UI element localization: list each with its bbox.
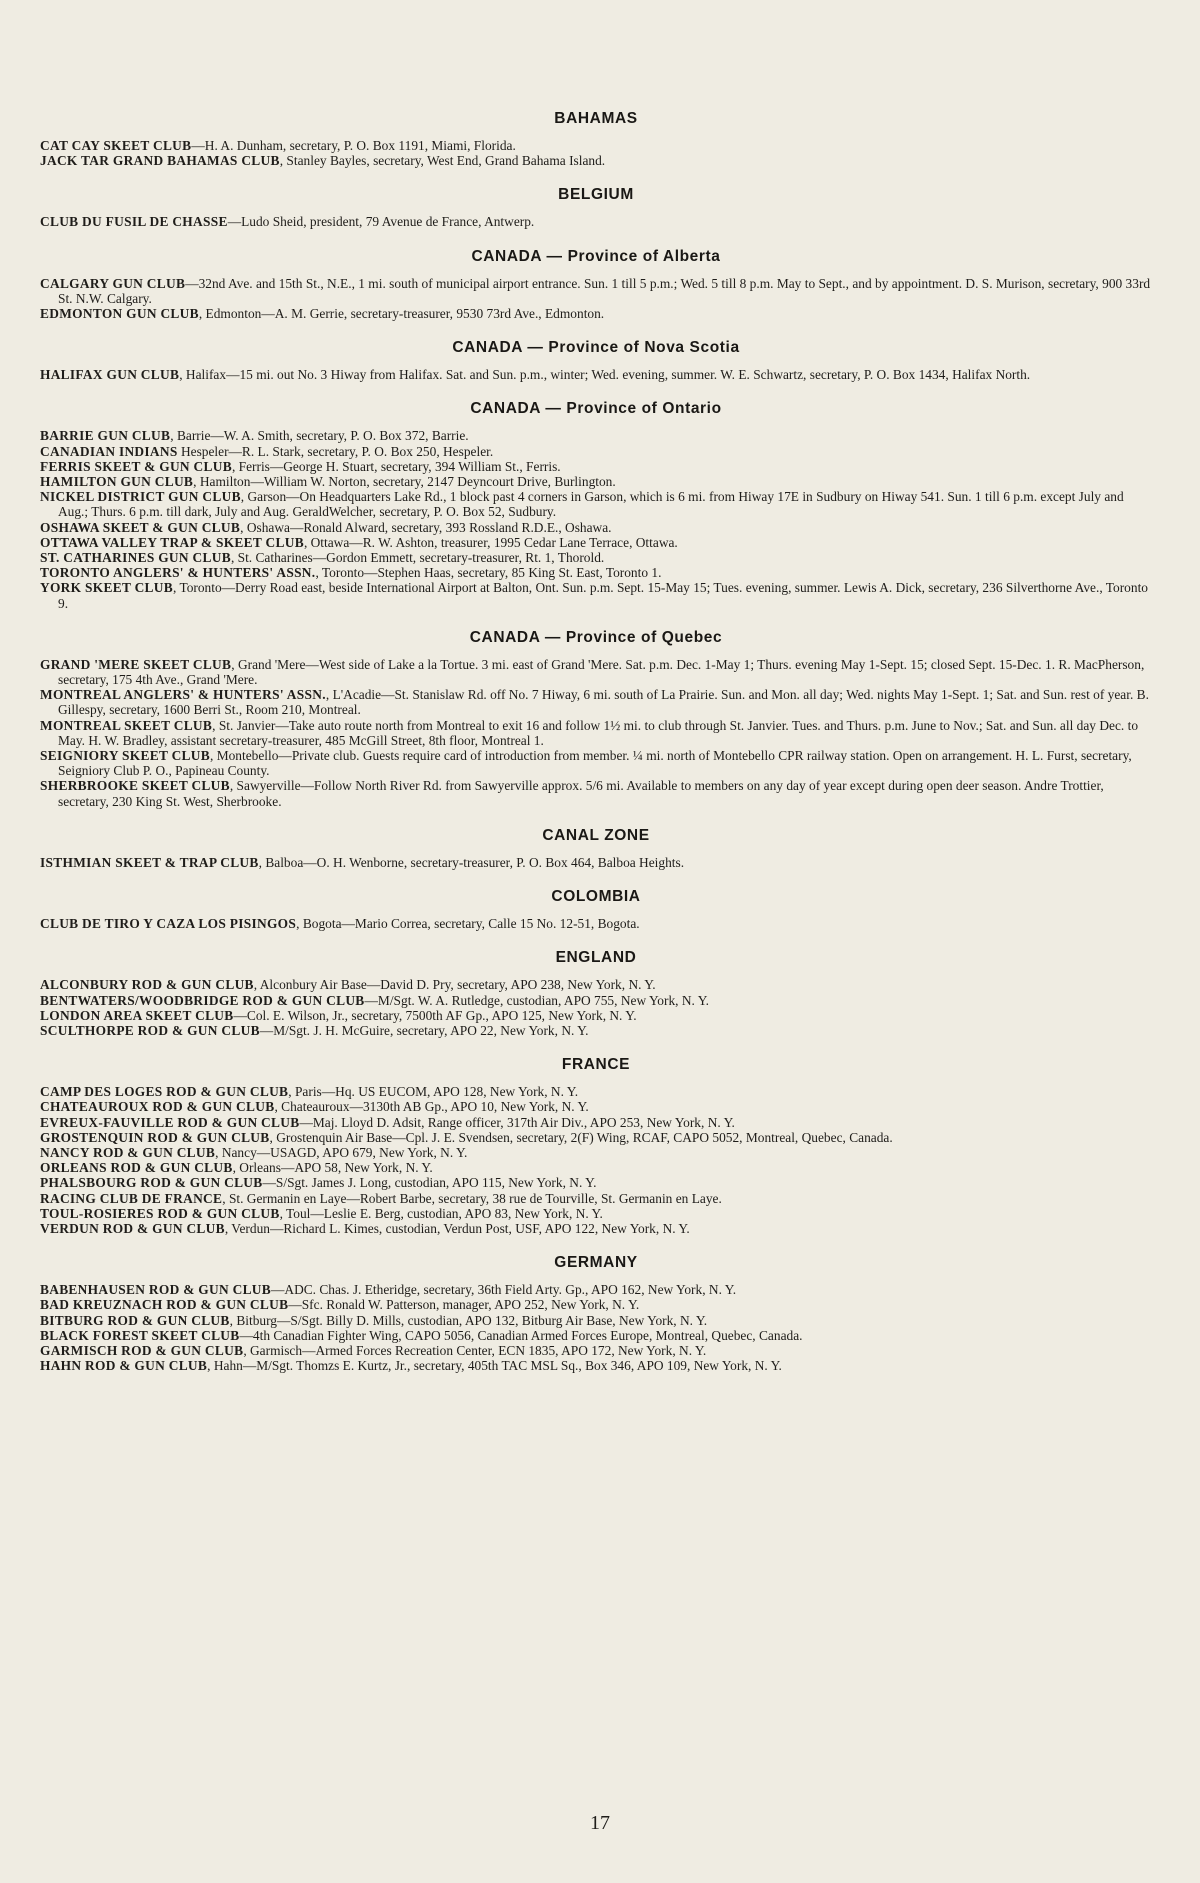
club-name: BITBURG ROD & GUN CLUB bbox=[40, 1312, 230, 1328]
section-heading: CANADA — Province of Ontario bbox=[470, 400, 722, 418]
club-name: BLACK FOREST SKEET CLUB bbox=[40, 1327, 240, 1343]
club-details: , Toronto—Stephen Haas, secretary, 85 King St. East, Toronto 1. bbox=[315, 565, 662, 581]
club-entry bbox=[40, 580, 1152, 610]
club-entry bbox=[40, 1191, 1152, 1206]
section-heading: CANADA — Province of Quebec bbox=[469, 628, 723, 646]
club-name: PHALSBOURG ROD & GUN CLUB bbox=[40, 1175, 263, 1191]
section-heading: CANAL ZONE bbox=[542, 826, 650, 844]
club-entry bbox=[40, 1160, 1152, 1175]
country-section bbox=[40, 949, 1152, 1038]
club-details: , Halifax—15 mi. out No. 3 Hiway from Halifax. Sat. and Sun. p.m., winter; Wed. evening, summer. W. E. Schwartz, secretary, P. O. Box 1434, Halifax North. bbox=[179, 367, 1031, 383]
club-entry bbox=[40, 993, 1152, 1008]
club-name: ORLEANS ROD & GUN CLUB bbox=[40, 1160, 233, 1176]
club-name: NANCY ROD & GUN CLUB bbox=[40, 1144, 216, 1160]
club-entry bbox=[40, 214, 1152, 229]
club-details: , Orleans—APO 58, New York, N. Y. bbox=[232, 1160, 433, 1176]
club-details: , Oshawa—Ronald Alward, secretary, 393 Rossland R.D.E., Oshawa. bbox=[240, 519, 612, 535]
club-name: MONTREAL ANGLERS' & HUNTERS' ASSN. bbox=[40, 687, 326, 703]
club-entry bbox=[40, 153, 1152, 168]
club-entry bbox=[40, 550, 1152, 565]
country-section bbox=[40, 629, 1152, 809]
section-heading: GERMANY bbox=[554, 1254, 638, 1272]
club-details: , Paris—Hq. US EUCOM, APO 128, New York, N. Y. bbox=[288, 1084, 579, 1100]
club-entry bbox=[40, 367, 1152, 382]
club-entry bbox=[40, 916, 1152, 931]
club-details: , L'Acadie—St. Stanislaw Rd. off No. 7 Hiway, 6 mi. south of La Prairie. Sun. and Mon. all day; Wed. nights May 1-Sept. 1; Sat. and Sun. rest of year. B. Gillespy, secretary, 1600 Berri St., Room 210, Montreal. bbox=[58, 687, 1149, 718]
section-heading: CANADA — Province of Nova Scotia bbox=[452, 339, 740, 357]
club-name: BABENHAUSEN ROD & GUN CLUB bbox=[40, 1282, 272, 1298]
club-name: RACING CLUB DE FRANCE bbox=[40, 1190, 223, 1206]
club-details: , Hamilton—William W. Norton, secretary, 2147 Deyncourt Drive, Burlington. bbox=[193, 474, 616, 490]
club-entry bbox=[40, 1358, 1152, 1373]
section-heading: COLOMBIA bbox=[551, 888, 641, 906]
page-number: 17 bbox=[590, 1812, 610, 1834]
club-name: BENTWATERS/WOODBRIDGE ROD & GUN CLUB bbox=[40, 992, 365, 1008]
club-name: LONDON AREA SKEET CLUB bbox=[40, 1007, 234, 1023]
club-entry bbox=[40, 276, 1152, 306]
club-details: , Stanley Bayles, secretary, West End, Grand Bahama Island. bbox=[279, 153, 606, 169]
club-entry bbox=[40, 977, 1152, 992]
club-entry bbox=[40, 1099, 1152, 1114]
club-name: SHERBROOKE SKEET CLUB bbox=[40, 778, 230, 794]
club-entry bbox=[40, 687, 1152, 717]
club-name: EVREUX-FAUVILLE ROD & GUN CLUB bbox=[40, 1114, 300, 1130]
club-details: , Alconbury Air Base—David D. Pry, secretary, APO 238, New York, N. Y. bbox=[253, 977, 656, 993]
club-name: CALGARY GUN CLUB bbox=[40, 275, 186, 291]
country-section bbox=[40, 1254, 1152, 1373]
club-entry bbox=[40, 138, 1152, 153]
club-name: JACK TAR GRAND BAHAMAS CLUB bbox=[40, 153, 280, 169]
country-section bbox=[40, 888, 1152, 931]
club-entry bbox=[40, 1008, 1152, 1023]
club-name: HAMILTON GUN CLUB bbox=[40, 474, 194, 490]
section-heading: CANADA — Province of Alberta bbox=[471, 247, 721, 265]
club-name: SEIGNIORY SKEET CLUB bbox=[40, 748, 210, 764]
club-entry bbox=[40, 855, 1152, 870]
club-name: CAMP DES LOGES ROD & GUN CLUB bbox=[40, 1084, 289, 1100]
club-entry bbox=[40, 565, 1152, 580]
club-details: , Toul—Leslie E. Berg, custodian, APO 83, New York, N. Y. bbox=[279, 1205, 603, 1221]
club-name: OSHAWA SKEET & GUN CLUB bbox=[40, 519, 241, 535]
club-name: ALCONBURY ROD & GUN CLUB bbox=[40, 977, 254, 993]
club-name: BARRIE GUN CLUB bbox=[40, 428, 171, 444]
club-name: TORONTO ANGLERS' & HUNTERS' ASSN. bbox=[40, 565, 316, 581]
club-name: BAD KREUZNACH ROD & GUN CLUB bbox=[40, 1297, 289, 1313]
country-section bbox=[40, 400, 1152, 610]
section-heading: BAHAMAS bbox=[554, 110, 638, 127]
directory-page bbox=[40, 110, 1152, 1373]
club-entry bbox=[40, 474, 1152, 489]
club-entry bbox=[40, 1297, 1152, 1312]
club-entry bbox=[40, 520, 1152, 535]
club-entry bbox=[40, 718, 1152, 748]
club-name: CHATEAUROUX ROD & GUN CLUB bbox=[40, 1099, 275, 1115]
club-details: , St. Catharines—Gordon Emmett, secretary-treasurer, Rt. 1, Thorold. bbox=[230, 550, 605, 566]
section-heading: FRANCE bbox=[561, 1056, 631, 1074]
club-name: ST. CATHARINES GUN CLUB bbox=[40, 550, 231, 566]
club-details: —M/Sgt. W. A. Rutledge, custodian, APO 755, New York, N. Y. bbox=[364, 992, 709, 1008]
club-entry bbox=[40, 1313, 1152, 1328]
club-name: ISTHMIAN SKEET & TRAP CLUB bbox=[40, 854, 259, 870]
club-entry bbox=[40, 1145, 1152, 1160]
club-details: —H. A. Dunham, secretary, P. O. Box 1191, Miami, Florida. bbox=[191, 138, 516, 153]
country-section bbox=[40, 110, 1152, 168]
club-details: , Hahn—M/Sgt. Thomzs E. Kurtz, Jr., secretary, 405th TAC MSL Sq., Box 346, APO 109, New York, N. Y. bbox=[207, 1358, 782, 1374]
club-entry bbox=[40, 1023, 1152, 1038]
club-entry bbox=[40, 778, 1152, 808]
club-entry bbox=[40, 459, 1152, 474]
club-details: —ADC. Chas. J. Etheridge, secretary, 36th Field Arty. Gp., APO 162, New York, N. Y. bbox=[271, 1282, 737, 1298]
section-heading: BELGIUM bbox=[558, 186, 634, 204]
club-name: MONTREAL SKEET CLUB bbox=[40, 717, 213, 733]
club-details: , Edmonton—A. M. Gerrie, secretary-treasurer, 9530 73rd Ave., Edmonton. bbox=[198, 306, 605, 322]
club-details: —Sfc. Ronald W. Patterson, manager, APO 252, New York, N. Y. bbox=[288, 1297, 640, 1313]
club-entry bbox=[40, 1115, 1152, 1130]
club-name: HAHN ROD & GUN CLUB bbox=[40, 1358, 208, 1374]
club-details: , Grostenquin Air Base—Cpl. J. E. Svendsen, secretary, 2(F) Wing, RCAF, CAPO 5052, Montreal, Quebec, Canada. bbox=[269, 1129, 893, 1145]
club-name: GRAND 'MERE SKEET CLUB bbox=[40, 656, 232, 672]
club-name: CLUB DU FUSIL DE CHASSE bbox=[40, 214, 228, 230]
club-entry bbox=[40, 1343, 1152, 1358]
club-details: , Garmisch—Armed Forces Recreation Center, ECN 1835, APO 172, New York, N. Y. bbox=[243, 1342, 707, 1358]
club-entry bbox=[40, 1206, 1152, 1221]
club-name: EDMONTON GUN CLUB bbox=[40, 306, 199, 322]
club-details: , St. Janvier—Take auto route north from Montreal to exit 16 and follow 1½ mi. to club through St. Janvier. Tues. and Thurs. p.m. June to Nov.; Sat. and Sun. all day Dec. to May. H. W. Bradley, assistant secretary-treasurer, 485 McGill Street, 8th floor, Montreal 1. bbox=[58, 717, 1139, 748]
club-entry bbox=[40, 1221, 1152, 1236]
club-details: , Chateauroux—3130th AB Gp., APO 10, New York, N. Y. bbox=[274, 1099, 589, 1115]
club-details: , Grand 'Mere—West side of Lake a la Tortue. 3 mi. east of Grand 'Mere. Sat. p.m. Dec. 1-May 1; Thurs. evening May 1-Sept. 15; closed Sept. 15-Dec. 1. R. MacPherson, secretary, 175 4th Ave., Grand 'Mere. bbox=[58, 656, 1145, 688]
club-details: , Barrie—W. A. Smith, secretary, P. O. Box 372, Barrie. bbox=[170, 428, 469, 444]
club-details: —4th Canadian Fighter Wing, CAPO 5056, Canadian Armed Forces Europe, Montreal, Quebec, Canada. bbox=[239, 1327, 803, 1343]
club-name: SCULTHORPE ROD & GUN CLUB bbox=[40, 1022, 260, 1038]
club-entry bbox=[40, 306, 1152, 321]
section-heading: ENGLAND bbox=[555, 949, 637, 967]
club-name: FERRIS SKEET & GUN CLUB bbox=[40, 458, 232, 474]
club-details: , Ottawa—R. W. Ashton, treasurer, 1995 Cedar Lane Terrace, Ottawa. bbox=[303, 534, 678, 550]
club-name: GROSTENQUIN ROD & GUN CLUB bbox=[40, 1129, 270, 1145]
club-name: TOUL-ROSIERES ROD & GUN CLUB bbox=[40, 1205, 280, 1221]
club-name: CAT CAY SKEET CLUB bbox=[40, 138, 192, 153]
club-name: YORK SKEET CLUB bbox=[40, 580, 173, 596]
club-entry bbox=[40, 1130, 1152, 1145]
club-name: VERDUN ROD & GUN CLUB bbox=[40, 1220, 225, 1236]
club-details: Hespeler—R. L. Stark, secretary, P. O. Box 250, Hespeler. bbox=[177, 443, 494, 459]
club-entry bbox=[40, 657, 1152, 687]
club-name: OTTAWA VALLEY TRAP & SKEET CLUB bbox=[40, 534, 304, 550]
club-name: HALIFAX GUN CLUB bbox=[40, 367, 180, 383]
club-entry bbox=[40, 1084, 1152, 1099]
club-entry bbox=[40, 1282, 1152, 1297]
club-entry bbox=[40, 535, 1152, 550]
club-name: CANADIAN INDIANS bbox=[40, 443, 178, 459]
club-details: , Montebello—Private club. Guests require card of introduction from member. ¼ mi. north of Montebello CPR railway station. Open on arrangement. H. L. Furst, secretary, Seigniory Club P. O., Papineau County. bbox=[58, 748, 1132, 779]
club-details: , Verdun—Richard L. Kimes, custodian, Verdun Post, USF, APO 122, New York, N. Y. bbox=[224, 1220, 690, 1236]
club-entry bbox=[40, 444, 1152, 459]
club-details: , Ferris—George H. Stuart, secretary, 394 William St., Ferris. bbox=[231, 458, 561, 474]
club-details: —Ludo Sheid, president, 79 Avenue de France, Antwerp. bbox=[227, 214, 535, 230]
club-name: NICKEL DISTRICT GUN CLUB bbox=[40, 489, 241, 505]
club-details: , Sawyerville—Follow North River Rd. from Sawyerville approx. 5/6 mi. Available to members on any day of year except during open deer season. Andre Trottier, secretary, 230 King St. West, Sherbrooke. bbox=[58, 778, 1104, 809]
club-details: , Nancy—USAGD, APO 679, New York, N. Y. bbox=[215, 1144, 468, 1160]
club-details: —Col. E. Wilson, Jr., secretary, 7500th AF Gp., APO 125, New York, N. Y. bbox=[233, 1007, 637, 1023]
club-details: —32nd Ave. and 15th St., N.E., 1 mi. south of municipal airport entrance. Sun. 1 till 5 p.m.; Wed. 5 till 8 p.m. May to Sept., and by appointment. D. S. Murison, secretary, 900 33rd St. N.W. Calgary. bbox=[58, 275, 1151, 306]
club-details: —S/Sgt. James J. Long, custodian, APO 115, New York, N. Y. bbox=[262, 1175, 597, 1191]
club-details: , St. Germanin en Laye—Robert Barbe, secretary, 38 rue de Tourville, St. Germanin en Laye. bbox=[222, 1190, 722, 1206]
country-section bbox=[40, 339, 1152, 382]
club-details: —Maj. Lloyd D. Adsit, Range officer, 317th Air Div., APO 253, New York, N. Y. bbox=[299, 1114, 735, 1130]
club-name: CLUB DE TIRO Y CAZA LOS PISINGOS bbox=[40, 916, 297, 932]
country-section bbox=[40, 827, 1152, 870]
country-section bbox=[40, 248, 1152, 322]
club-entry bbox=[40, 748, 1152, 778]
club-name: GARMISCH ROD & GUN CLUB bbox=[40, 1342, 244, 1358]
club-details: , Toronto—Derry Road east, beside International Airport at Balton, Ont. Sun. p.m. Sept. 15-May 15; Tues. evening, summer. Lewis A. Dick, secretary, 236 Silverthorne Ave., Toronto 9. bbox=[58, 580, 1148, 611]
club-entry bbox=[40, 428, 1152, 443]
country-section bbox=[40, 186, 1152, 229]
club-details: , Bogota—Mario Correa, secretary, Calle 15 No. 12-51, Bogota. bbox=[296, 916, 640, 932]
club-details: —M/Sgt. J. H. McGuire, secretary, APO 22, New York, N. Y. bbox=[259, 1022, 589, 1038]
club-details: , Garson—On Headquarters Lake Rd., 1 block past 4 corners in Garson, which is 6 mi. from Hiway 17E in Sudbury on Hiway 541. Sun. 1 till 6 p.m. except July and Aug.; Thurs. 6 p.m. till dark, July and Aug. GeraldWelcher, secretary, P. O. Box 52, Sudbury. bbox=[58, 489, 1124, 520]
club-entry bbox=[40, 489, 1152, 519]
club-details: , Bitburg—S/Sgt. Billy D. Mills, custodian, APO 132, Bitburg Air Base, New York, N. Y. bbox=[229, 1312, 708, 1328]
club-entry bbox=[40, 1175, 1152, 1190]
club-details: , Balboa—O. H. Wenborne, secretary-treasurer, P. O. Box 464, Balboa Heights. bbox=[258, 854, 685, 870]
country-section bbox=[40, 1056, 1152, 1236]
club-entry bbox=[40, 1328, 1152, 1343]
